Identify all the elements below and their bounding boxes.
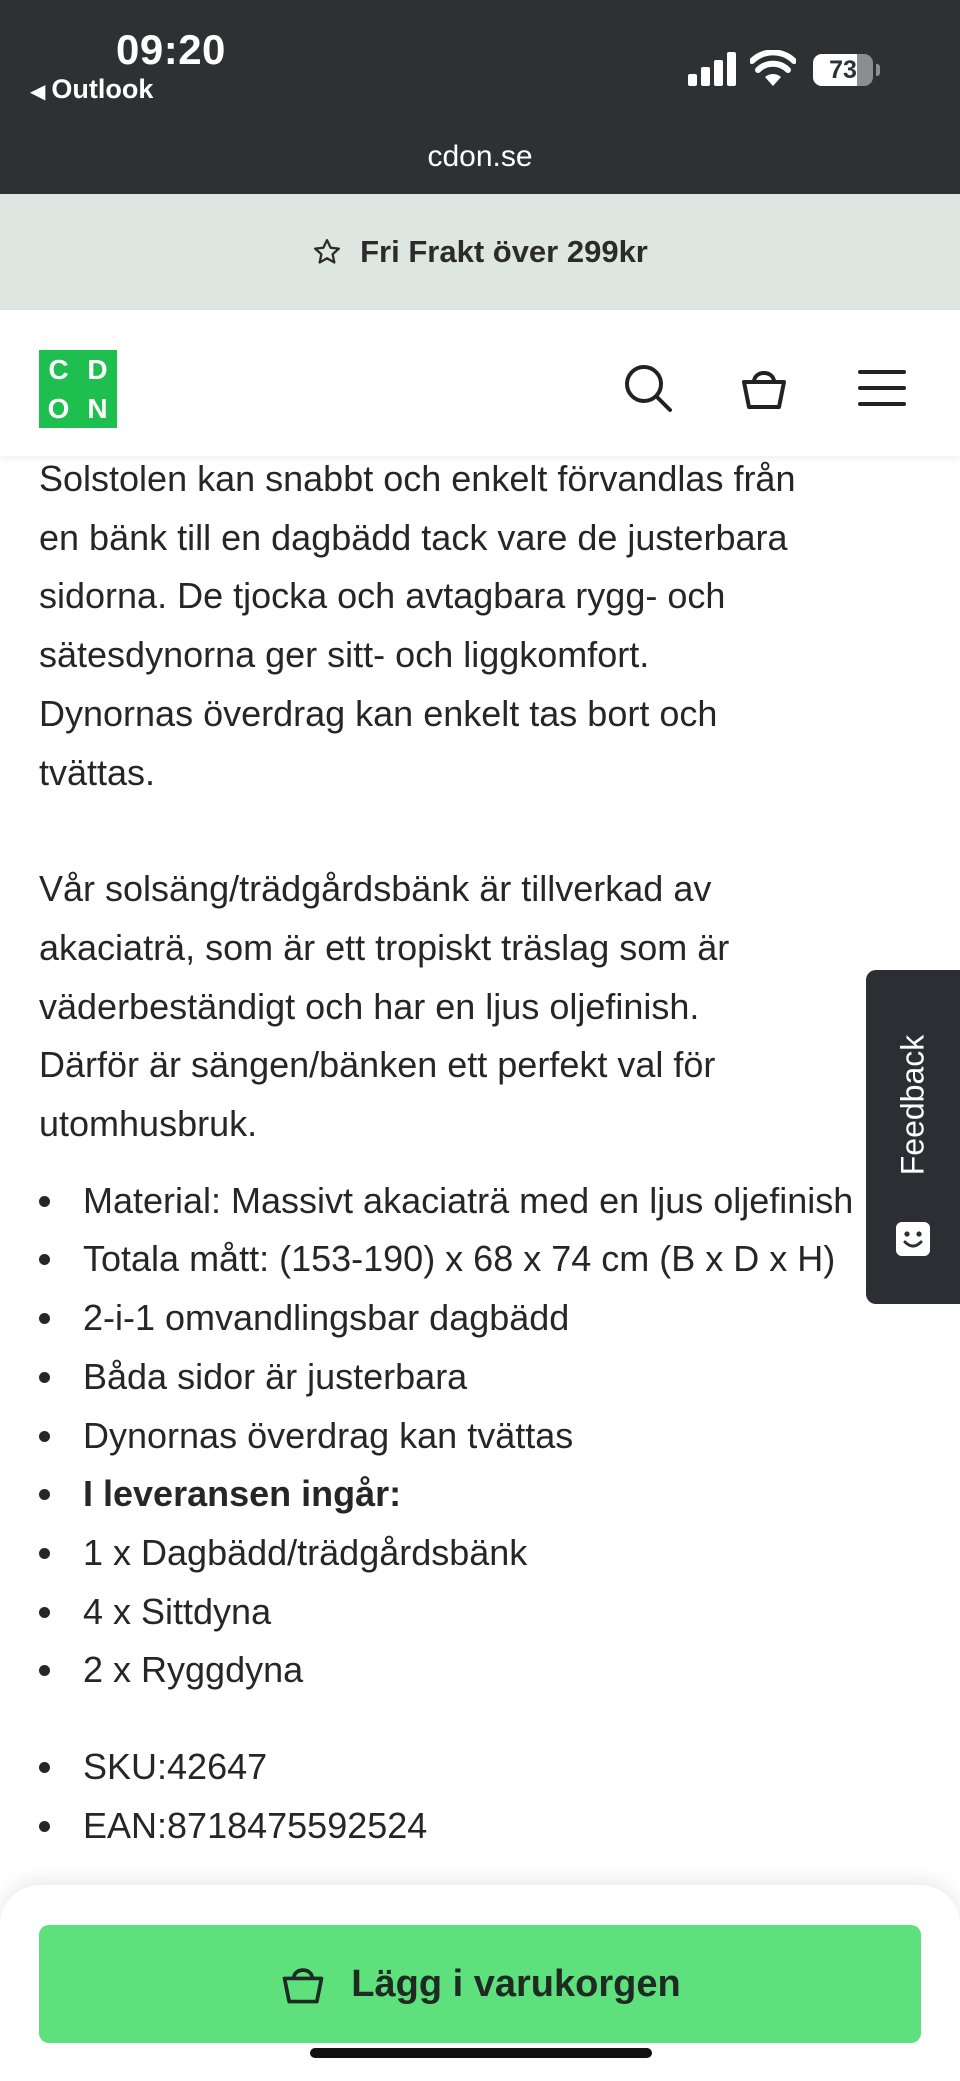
description-paragraph-1	[39, 450, 929, 802]
star-icon	[312, 237, 342, 267]
text-line: Därför är sängen/bänken ett perfekt val för	[39, 1044, 716, 1086]
text-line: väderbeständigt och har en ljus oljefinish.	[39, 985, 700, 1027]
list-item: Material: Massivt akaciaträ med en ljus oljefinish	[39, 1172, 873, 1231]
product-codes-list	[39, 1738, 929, 1855]
logo-letter: O	[47, 393, 70, 424]
list-item: 4 x Sittdyna	[39, 1583, 929, 1642]
text-line: utomhusbruk.	[39, 1103, 258, 1145]
list-item-heading: I leveransen ingår:	[39, 1465, 929, 1524]
list-item: 2 x Ryggdyna	[39, 1641, 929, 1700]
status-bar	[0, 0, 960, 194]
smiley-icon	[896, 1222, 930, 1256]
basket-icon	[279, 1960, 327, 2008]
text-line: sidorna. De tjocka och avtagbara rygg- och	[39, 575, 726, 617]
logo-letter: D	[87, 354, 108, 385]
promo-text: Fri Frakt över 299kr	[360, 234, 648, 269]
list-item-sku: SKU:42647	[39, 1738, 929, 1797]
address-bar-url[interactable]: cdon.se	[427, 140, 533, 173]
menu-icon[interactable]	[856, 362, 908, 414]
list-item: Båda sidor är justerbara	[39, 1348, 929, 1407]
back-to-app-link[interactable]	[30, 74, 153, 105]
wifi-icon	[750, 50, 796, 88]
text-line: Vår solsäng/trädgårdsbänk är tillverkad av	[39, 868, 712, 910]
promo-banner	[0, 194, 960, 310]
battery-tip	[876, 64, 880, 76]
logo-letter: C	[48, 354, 69, 385]
text-line: sätesdynorna ger sitt- och liggkomfort.	[39, 634, 650, 676]
text-line: en bänk till en dagbädd tack vare de justerbara	[39, 516, 788, 558]
list-item: Totala mått: (153-190) x 68 x 74 cm (B x D x H)	[39, 1230, 929, 1289]
text-line: Solstolen kan snabbt och enkelt förvandlas från	[39, 458, 796, 499]
back-triangle-icon: ◀	[30, 81, 46, 103]
feedback-tab[interactable]	[866, 970, 960, 1304]
text-line: tvättas.	[39, 751, 156, 793]
cdon-logo[interactable]	[39, 350, 117, 428]
status-time: 09:20	[116, 26, 226, 73]
cellular-signal-icon	[688, 52, 738, 86]
add-to-cart-button[interactable]	[39, 1925, 921, 2043]
battery-icon	[813, 54, 873, 86]
list-item: 2-i-1 omvandlingsbar dagbädd	[39, 1289, 929, 1348]
site-header	[0, 310, 960, 456]
list-item-ean: EAN:8718475592524	[39, 1797, 929, 1856]
back-app-label: Outlook	[51, 74, 154, 104]
home-indicator[interactable]	[310, 2048, 652, 2058]
basket-icon[interactable]	[738, 362, 790, 414]
product-description	[39, 450, 929, 1855]
text-line: Dynornas överdrag kan enkelt tas bort och	[39, 692, 718, 734]
feature-list	[39, 1172, 929, 1700]
battery-level: 73	[829, 56, 857, 84]
logo-letter: N	[87, 393, 108, 424]
feedback-label: Feedback	[894, 1034, 931, 1176]
add-to-cart-label: Lägg i varukorgen	[351, 1962, 681, 2005]
list-item: Dynornas överdrag kan tvättas	[39, 1407, 929, 1466]
list-item: 1 x Dagbädd/trädgårdsbänk	[39, 1524, 929, 1583]
text-line: akaciaträ, som är ett tropiskt träslag som är	[39, 926, 730, 968]
description-paragraph-2	[39, 860, 929, 1154]
search-icon[interactable]	[622, 362, 674, 414]
